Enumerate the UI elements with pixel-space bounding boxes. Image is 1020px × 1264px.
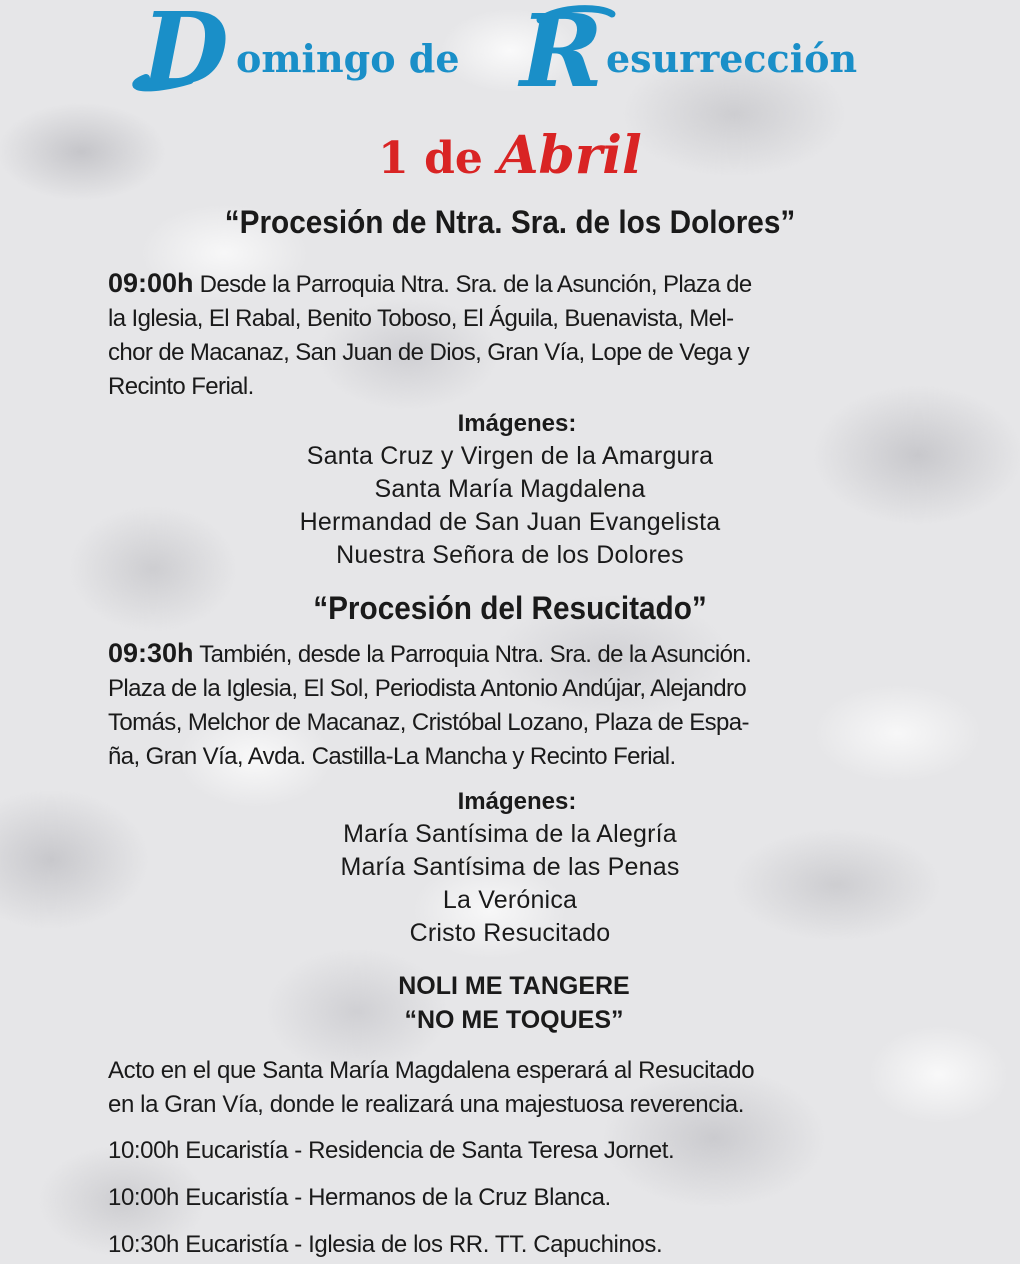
procession-2-time: 09:30h: [108, 638, 194, 668]
image-item: Nuestra Señora de los Dolores: [336, 541, 684, 569]
procession-2-route: [108, 636, 928, 774]
images-heading: Imágenes:: [457, 410, 577, 437]
route-line: Tomás, Melchor de Macanaz, Cristóbal Lozano, Plaza de Espa-: [108, 709, 749, 736]
title-initial-r: R: [520, 0, 604, 100]
procession-1-route: [108, 266, 928, 404]
image-item: Hermandad de San Juan Evangelista: [299, 508, 721, 536]
route-line: chor de Macanaz, San Juan de Dios, Gran Vía, Lope de Vega y: [108, 339, 750, 366]
procession-1-images: [0, 408, 1020, 572]
eucharist-item: 10:00h Eucaristía - Hermanos de la Cruz Blanca.: [108, 1184, 611, 1211]
procession-1-time: 09:00h: [108, 268, 194, 298]
route-line: 09:00h Desde la Parroquia Ntra. Sra. de la Asunción, Plaza de: [108, 268, 752, 298]
procession-2-images: [0, 786, 1020, 950]
date-prefix: 1 de: [378, 133, 483, 184]
image-item: Santa Cruz y Virgen de la Amargura: [306, 442, 714, 470]
title-word-resurreccion: esurrección: [606, 36, 858, 81]
date-title: [0, 126, 1020, 189]
description-line: Acto en el que Santa María Magdalena esperará al Resucitado: [108, 1057, 755, 1084]
route-line: Plaza de la Iglesia, El Sol, Periodista Antonio Andújar, Alejandro: [108, 675, 747, 702]
procession-1-title: “Procesión de Ntra. Sra. de los Dolores”: [224, 204, 796, 240]
procession-2-title: “Procesión del Resucitado”: [313, 590, 707, 626]
noli-description: [108, 1054, 968, 1122]
image-item: María Santísima de las Penas: [340, 853, 680, 881]
route-line: Recinto Ferial.: [108, 373, 254, 400]
images-heading: Imágenes:: [457, 788, 577, 815]
date-month: Abril: [498, 125, 642, 186]
noli-subtitle: “NO ME TOQUES”: [404, 1006, 624, 1034]
route-line: la Iglesia, El Rabal, Benito Toboso, El Águila, Buenavista, Mel-: [108, 305, 734, 332]
image-item: Santa María Magdalena: [374, 475, 646, 503]
description-line: en la Gran Vía, donde le realizará una majestuosa reverencia.: [108, 1091, 744, 1118]
image-item: Cristo Resucitado: [409, 919, 611, 947]
noli-title: NOLI ME TANGERE: [398, 972, 630, 1000]
image-item: María Santísima de la Alegría: [343, 820, 677, 848]
eucharist-item: 10:00h Eucaristía - Residencia de Santa Teresa Jornet.: [108, 1137, 675, 1164]
eucharist-item: 10:30h Eucaristía - Iglesia de los RR. TT. Capuchinos.: [108, 1231, 663, 1258]
route-line: 09:30h También, desde la Parroquia Ntra. Sra. de la Asunción.: [108, 638, 752, 668]
image-item: La Verónica: [442, 886, 578, 914]
title-initial-d: D: [142, 0, 229, 100]
route-line: ña, Gran Vía, Avda. Castilla-La Mancha y Recinto Ferial.: [108, 743, 676, 770]
main-title: [0, 0, 1020, 100]
title-word-domingo: omingo de: [236, 36, 460, 81]
